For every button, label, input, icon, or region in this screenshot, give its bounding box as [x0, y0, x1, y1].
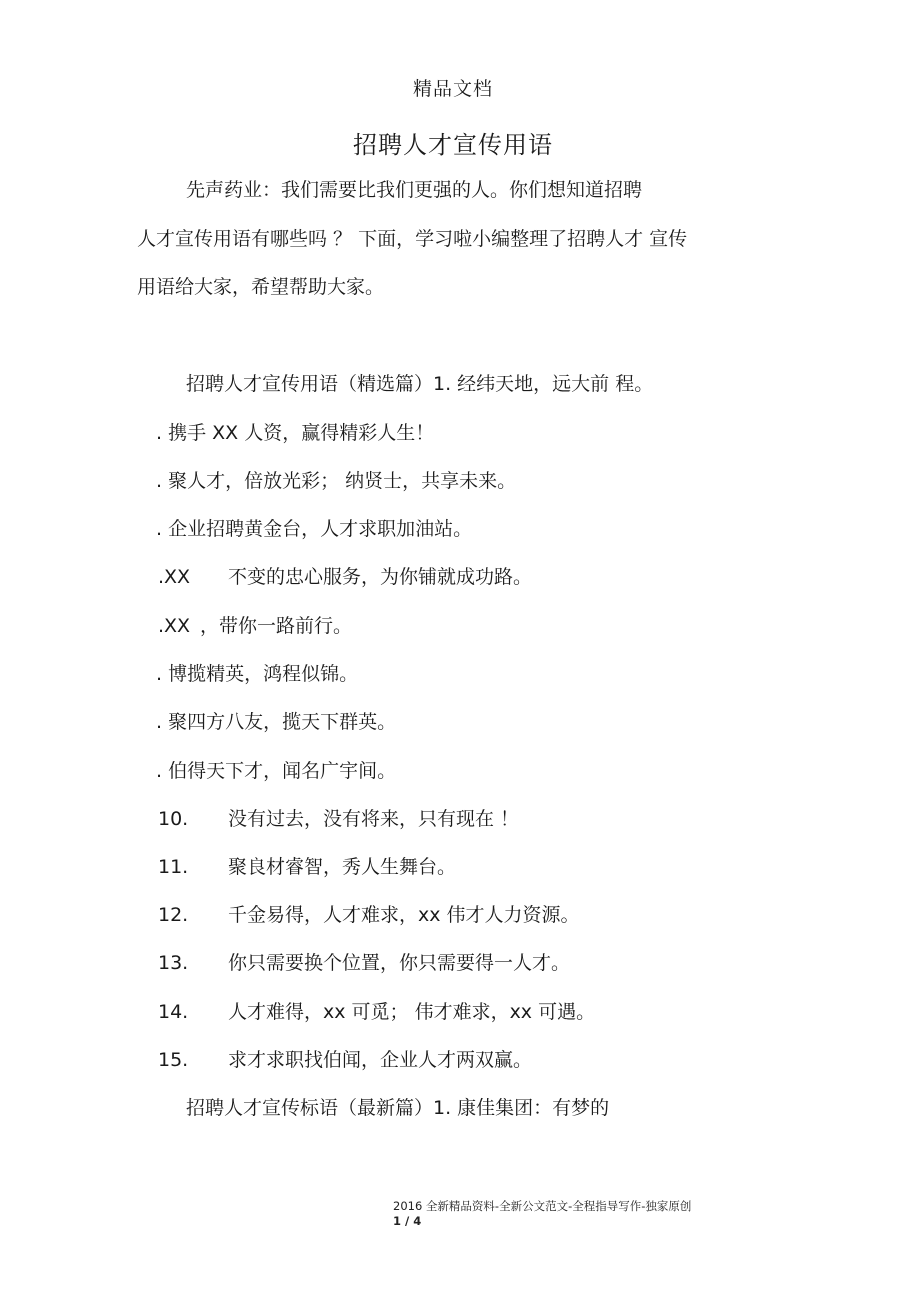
intro-line-3: 用语给大家，希望帮助大家。: [137, 276, 385, 298]
list-item-number: 12.: [158, 904, 189, 926]
page-number: 1 / 4: [393, 1214, 422, 1228]
list-item: 人才难得，xx 可觅； 伟才难求，xx 可遇。: [228, 1001, 596, 1023]
list-item-prefix: .XX: [158, 566, 191, 588]
list-item: ，带你一路前行。: [200, 615, 353, 637]
list-item: 千金易得，人才难求，xx 伟才人力资源。: [228, 904, 580, 926]
intro-line-1: 先声药业：我们需要比我们更强的人。你们想知道招聘: [186, 179, 643, 201]
page-footer: 2016 全新精品资料-全新公文范文-全程指导写作-独家原创: [393, 1199, 692, 1213]
list-item: 你只需要换个位置，你只需要得一人才。: [228, 952, 571, 974]
list-item: . 聚四方八友，揽天下群英。: [156, 711, 397, 733]
list-item: 求才求职找伯闻，企业人才两双赢。: [228, 1049, 533, 1071]
document-title: 招聘人才宣传用语: [353, 131, 553, 159]
list-item-prefix: .XX: [158, 615, 191, 637]
list-item: . 伯得天下才，闻名广宇间。: [156, 760, 397, 782]
list-item: . 企业招聘黄金台，人才求职加油站。: [156, 518, 473, 540]
section1-heading: 招聘人才宣传用语（精选篇）1. 经纬天地，远大前 程。: [186, 373, 654, 395]
list-item: 没有过去，没有将来，只有现在 ！: [228, 808, 520, 830]
list-item-number: 11.: [158, 856, 189, 878]
list-item-number: 15.: [158, 1049, 189, 1071]
list-item-number: 13.: [158, 952, 189, 974]
list-item: 聚良材睿智，秀人生舞台。: [228, 856, 457, 878]
list-item: 不变的忠心服务，为你铺就成功路。: [228, 566, 533, 588]
list-item-number: 14.: [158, 1001, 189, 1023]
intro-line-2: 人才宣传用语有哪些吗 ？ 下面，学习啦小编整理了招聘人才 宣传: [137, 228, 688, 250]
list-item: . 携手 XX 人资，赢得精彩人生！: [156, 422, 435, 444]
list-item: . 博揽精英，鸿程似锦。: [156, 663, 359, 685]
list-item-number: 10.: [158, 808, 189, 830]
section2-heading: 招聘人才宣传标语（最新篇）1. 康佳集团：有梦的: [186, 1097, 610, 1119]
list-item: . 聚人才，倍放光彩； 纳贤士，共享未来。: [156, 470, 517, 492]
page-header: 精品文档: [412, 78, 493, 100]
